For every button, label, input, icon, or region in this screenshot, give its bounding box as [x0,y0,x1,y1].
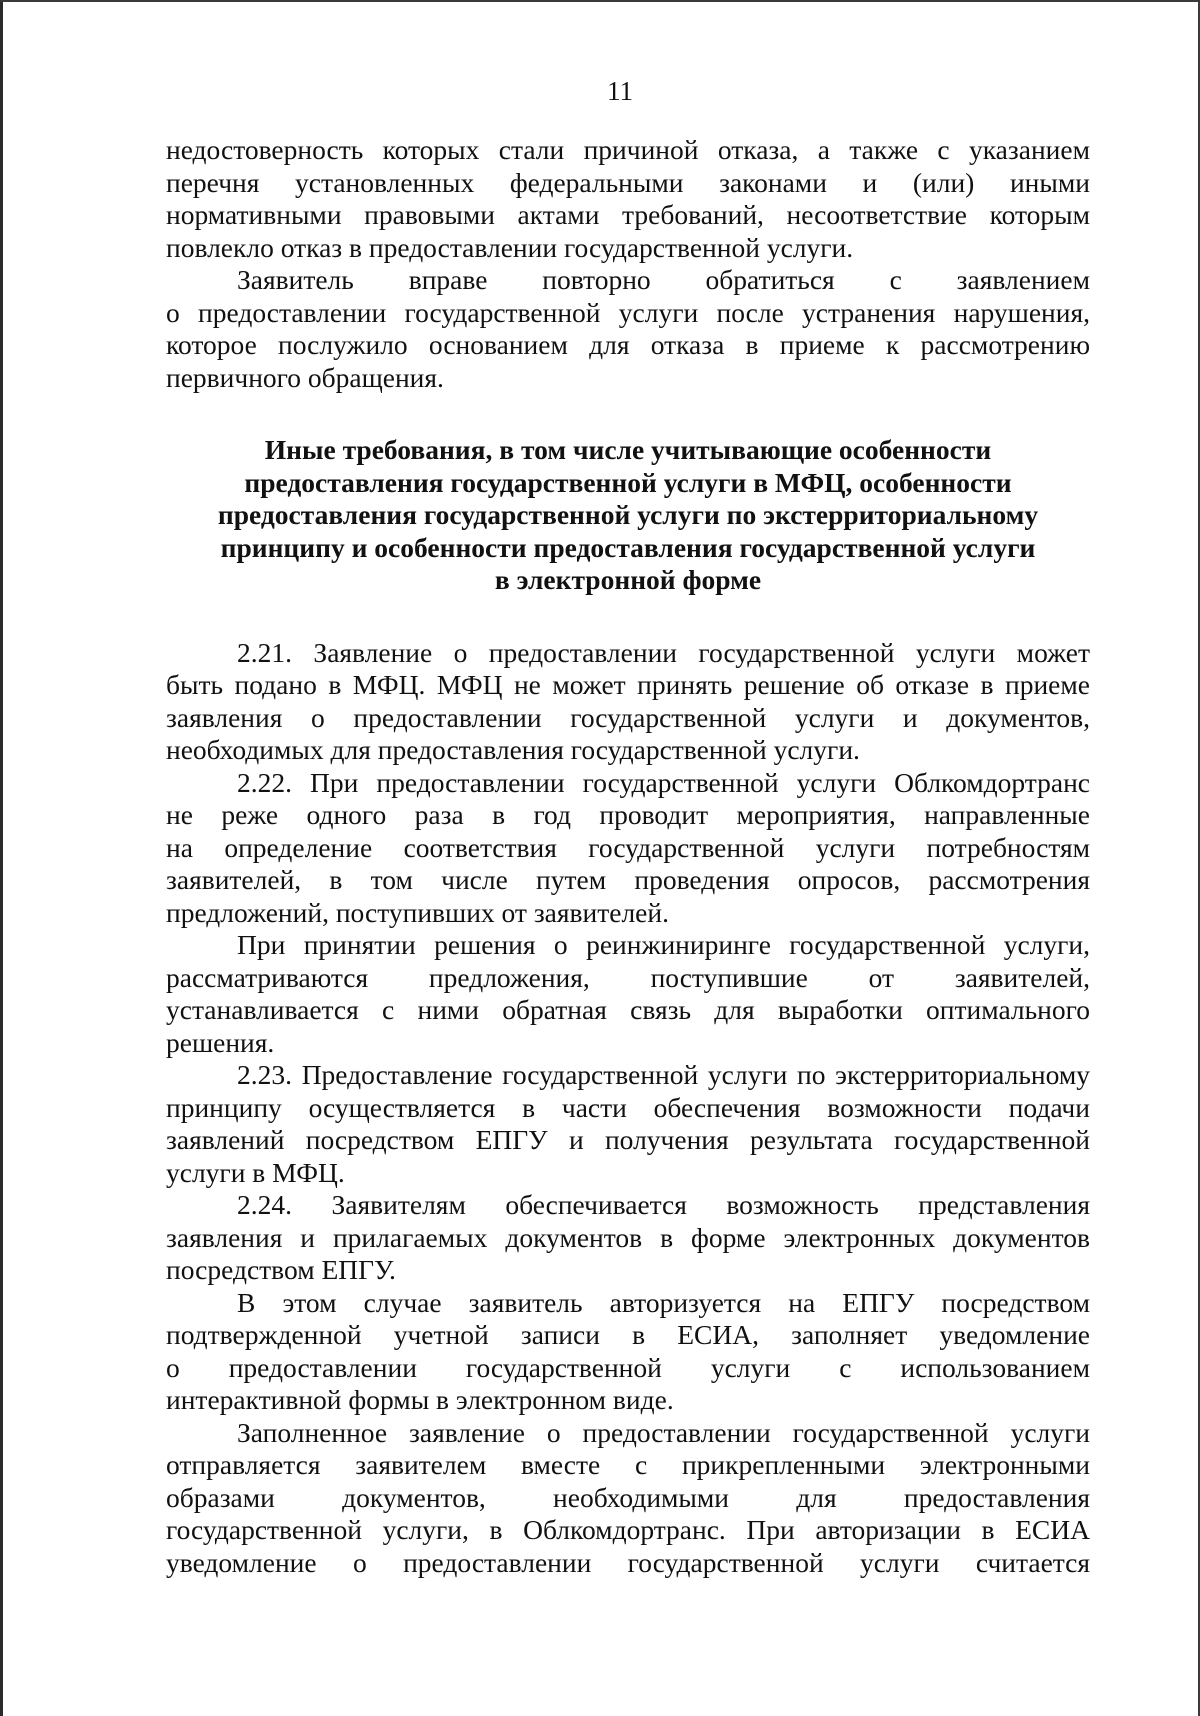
text-line: посредством ЕПГУ. [166,1254,396,1285]
text-line: услуги в МФЦ. [166,1156,345,1188]
text-line: заявления и прилагаемых документов в форме электронных документов [166,1221,1090,1253]
text-line: подтвержденной учетной записи в ЕСИА, заполняет уведомление [166,1319,1090,1350]
text-line: предложений, поступивших от заявителей. [166,896,669,928]
paragraph [166,767,1090,930]
paragraph [166,637,1090,767]
text-line: При принятии решения о реинжиниринге государственной услуги, [237,929,1090,960]
page-number: 11 [607,76,633,106]
document-body [166,134,1090,1579]
paragraphs-bottom [166,637,1090,1580]
text-line: о предоставлении государственной услуги после устранения нарушения, [166,296,1090,328]
text-line: решения. [166,1026,275,1058]
text-line: государственной услуги, в Облкомдортранс. При авторизации в ЕСИА [166,1514,1090,1545]
heading-line: Иные требования, в том числе учитывающие особенности [264,434,992,465]
text-line: заявителей, в том числе путем проведения опросов, рассмотрения [166,864,1090,895]
text-line: заявления о предоставлении государственной услуги и документов, [166,701,1090,733]
text-line: необходимых для предоставления государственной услуги. [166,734,860,765]
scan-border-top [0,0,1200,2]
text-line: нормативными правовыми актами требований, несоответствие которым [166,199,1090,230]
text-line: на определение соответствия государственной услуги потребностям [166,831,1090,863]
paragraph [166,1189,1090,1287]
text-line: Заявитель вправе повторно обратиться с заявлением [237,264,1090,295]
text-line: В этом случае заявитель авторизуется на ЕПГУ посредством [237,1286,1090,1318]
text-line: заявлений посредством ЕПГУ и получения результата государственной [166,1124,1090,1155]
paragraph [166,1059,1090,1189]
text-line: интерактивной формы в электронном виде. [166,1384,674,1415]
text-line: о предоставлении государственной услуги с использованием [166,1351,1090,1383]
text-line: недостоверность которых стали причиной отказа, а также с указанием [166,134,1090,165]
text-line: 2.23. Предоставление государственной услуги по экстерриториальному [237,1059,1090,1090]
text-line: 2.22. При предоставлении государственной услуги Облкомдортранс [237,766,1090,798]
text-line: принципу осуществляется в части обеспечения возможности подачи [166,1091,1090,1123]
text-line: Заполненное заявление о предоставлении государственной услуги [237,1416,1090,1448]
text-line: отправляется заявителем вместе с прикрепленными электронными [166,1449,1090,1480]
paragraph [166,929,1090,1059]
text-line: уведомление о предоставлении государственной услуги считается [166,1546,1090,1578]
paragraph [166,1417,1090,1580]
heading-line: в электронной форме [494,564,762,595]
text-line: перечня установленных федеральными законами и (или) иными [166,166,1090,198]
text-line: первичного обращения. [166,361,444,393]
scan-border-left [0,0,3,1716]
text-line: рассматриваются предложения, поступившие от заявителей, [166,961,1090,993]
paragraph [166,264,1090,394]
heading-line: предоставления государственной услуги в МФЦ, особенности [244,466,1012,498]
text-line: устанавливается с ними обратная связь для выработки оптимального [166,994,1090,1025]
text-line: 2.24. Заявителям обеспечивается возможность представления [237,1189,1090,1220]
paragraphs-top [166,134,1090,394]
paragraph [166,134,1090,264]
text-line: образами документов, необходимыми для предоставления [166,1481,1090,1513]
text-line: которое послужило основанием для отказа в приеме к рассмотрению [166,329,1090,360]
text-line: быть подано в МФЦ. МФЦ не может принять решение об отказе в приеме [166,669,1090,700]
text-line: не реже одного раза в год проводит мероприятия, направленные [166,799,1090,830]
heading-line: предоставления государственной услуги по экстерриториальному [217,499,1039,530]
text-line: 2.21. Заявление о предоставлении государственной услуги может [237,636,1090,668]
text-line: повлекло отказ в предоставлении государственной услуги. [166,231,854,263]
section-heading [166,434,1090,597]
heading-line: принципу и особенности предоставления государственной услуги [220,531,1036,563]
paragraph [166,1287,1090,1417]
